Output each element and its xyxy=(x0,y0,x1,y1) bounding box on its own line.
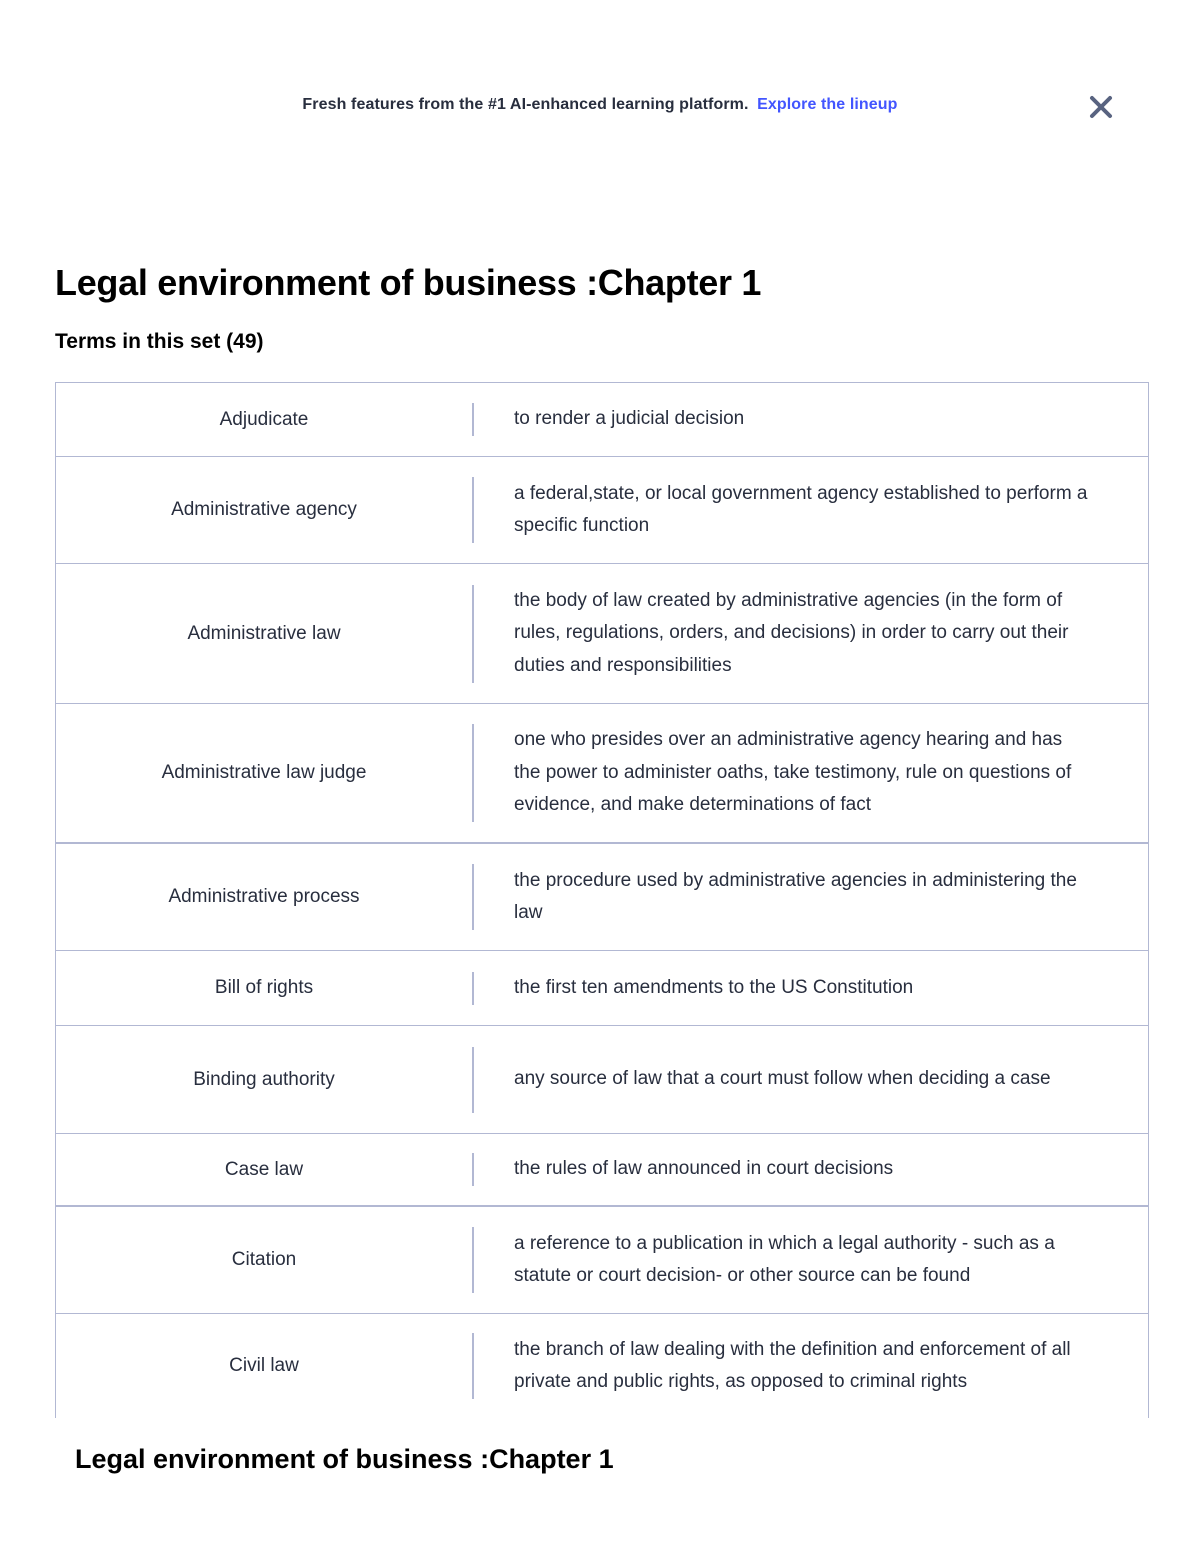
term-definition: the body of law created by administrative agencies (in the form of rules, regulations, orders, and decisions) in order to carry out their duties and responsibilities xyxy=(514,589,1069,676)
promo-banner-text xyxy=(0,96,1200,114)
explore-lineup-link[interactable]: Explore the lineup xyxy=(757,96,898,113)
term-definition: one who presides over an administrative agency hearing and has the power to administer oaths, take testimony, rule on questions of evidence, and make determinations of fact xyxy=(514,729,1072,816)
close-icon xyxy=(1084,90,1118,124)
term-row xyxy=(56,383,1148,457)
term-definition: the rules of law announced in court decisions xyxy=(514,1158,894,1180)
term-definition: the procedure used by administrative agencies in administering the law xyxy=(514,869,1077,923)
term-word: Administrative agency xyxy=(171,499,357,520)
promo-message: Fresh features from the #1 AI-enhanced learning platform. xyxy=(302,96,749,113)
term-row xyxy=(56,564,1148,704)
term-definition: any source of law that a court must follow when deciding a case xyxy=(514,1068,1051,1090)
term-word: Administrative law judge xyxy=(161,762,367,783)
footer-title: Legal environment of business :Chapter 1 xyxy=(75,1444,614,1474)
term-definition: the first ten amendments to the US Constitution xyxy=(514,976,914,998)
term-row xyxy=(56,704,1148,844)
term-word: Civil law xyxy=(229,1355,299,1376)
term-word: Administrative law xyxy=(187,622,341,644)
terms-list xyxy=(55,382,1149,1418)
term-row xyxy=(56,951,1148,1026)
term-word: Administrative process xyxy=(168,886,360,907)
term-row xyxy=(56,457,1148,564)
term-definition: a reference to a publication in which a legal authority - such as a statute or court decision- or other source can be found xyxy=(514,1232,1055,1286)
term-word: Binding authority xyxy=(193,1068,335,1090)
term-row xyxy=(56,1314,1148,1418)
term-row xyxy=(56,1207,1148,1314)
term-definition: a federal,state, or local government agency established to perform a specific function xyxy=(514,482,1088,536)
close-banner-button[interactable] xyxy=(1084,90,1118,124)
term-word: Bill of rights xyxy=(214,977,314,998)
term-definition: the branch of law dealing with the definition and enforcement of all private and public rights, as opposed to criminal rights xyxy=(514,1338,1071,1392)
term-word: Case law xyxy=(224,1158,304,1180)
term-definition: to render a judicial decision xyxy=(514,408,745,430)
term-row xyxy=(56,1134,1148,1207)
term-row xyxy=(56,1026,1148,1134)
promo-banner xyxy=(0,88,1200,124)
terms-count-heading: Terms in this set (49) xyxy=(55,330,264,353)
term-row xyxy=(56,844,1148,951)
term-word: Adjudicate xyxy=(219,408,309,430)
page-title: Legal environment of business :Chapter 1 xyxy=(55,262,762,303)
term-word: Citation xyxy=(231,1249,297,1270)
